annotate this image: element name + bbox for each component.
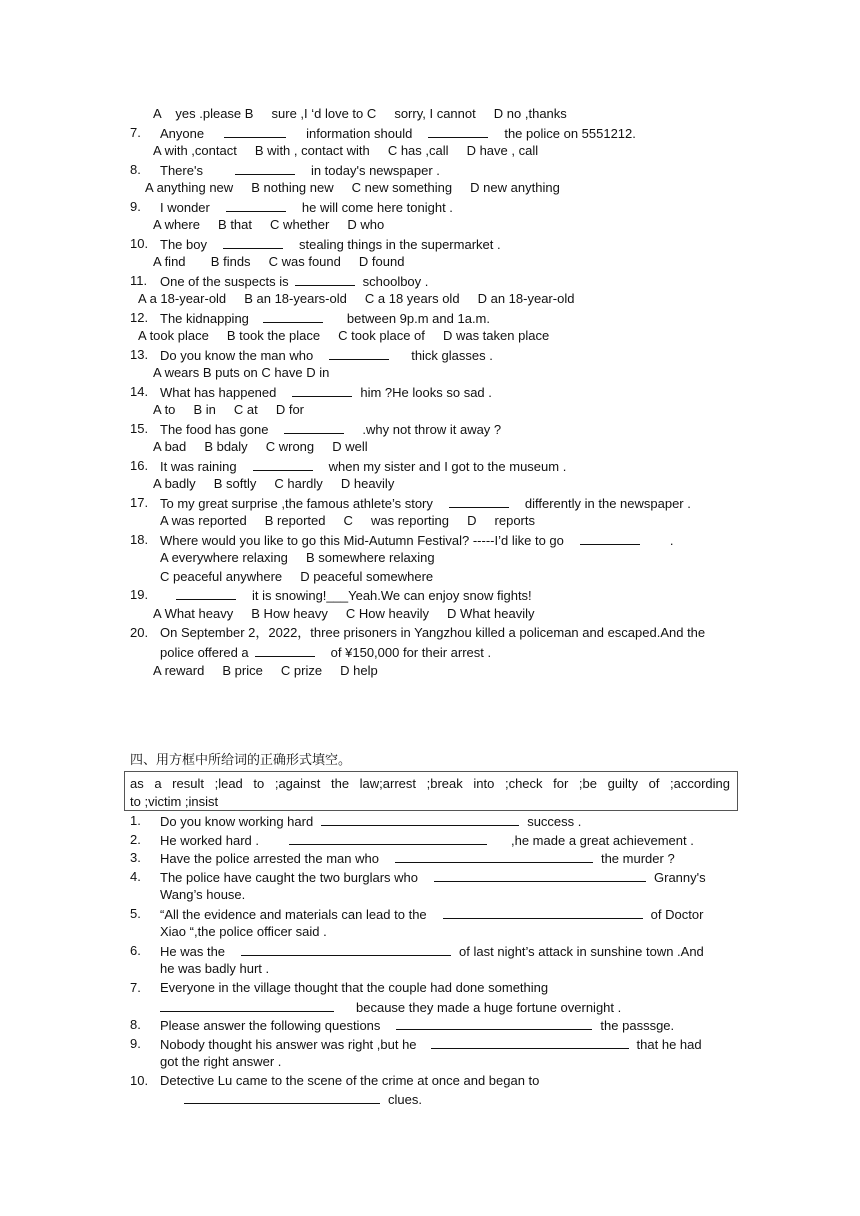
q20-text-b: of ¥150,000 for their arrest . bbox=[330, 645, 492, 660]
fill-9-blank[interactable] bbox=[431, 1035, 629, 1049]
q18-stem bbox=[160, 531, 674, 549]
fill-2 bbox=[160, 831, 694, 849]
fill-6-line-2: he was badly hurt . bbox=[160, 961, 270, 976]
q16-options: A badly B softly C hardly D heavily bbox=[153, 476, 395, 491]
fill-9-text-b: that he had bbox=[636, 1037, 702, 1052]
fill-2-text-a: He worked hard . bbox=[160, 833, 259, 848]
fill-4-number: 4. bbox=[130, 869, 141, 884]
fill-3-blank[interactable] bbox=[395, 849, 593, 863]
q15-stem bbox=[160, 420, 501, 438]
q9-text-b: he will come here tonight . bbox=[301, 200, 453, 215]
q18-text-a: Where would you like to go this Mid-Autumn Festival? -----I’d like to go bbox=[160, 533, 564, 548]
q9-number: 9. bbox=[130, 199, 141, 214]
fill-1-blank[interactable] bbox=[321, 812, 519, 826]
q7-blank-1[interactable] bbox=[224, 124, 286, 138]
fill-5-number: 5. bbox=[130, 906, 141, 921]
q7-blank-2[interactable] bbox=[428, 124, 488, 138]
q10-stem bbox=[160, 235, 501, 253]
fill-9-text-a: Nobody thought his answer was right ,but he bbox=[160, 1037, 417, 1052]
fill-3-number: 3. bbox=[130, 850, 141, 865]
q17-options: A was reported B reported C was reporting D reports bbox=[160, 513, 535, 528]
q10-options: A find B finds C was found D found bbox=[153, 254, 405, 269]
word-box-line-2: to ;victim ;insist bbox=[130, 794, 219, 809]
fill-8-blank[interactable] bbox=[396, 1016, 592, 1030]
q6-options: A yes .please B sure ,I ‘d love to C sorry, I cannot D no ,thanks bbox=[153, 106, 567, 121]
q14-blank[interactable] bbox=[292, 383, 352, 397]
q8-blank[interactable] bbox=[235, 161, 295, 175]
q8-number: 8. bbox=[130, 162, 141, 177]
q9-stem bbox=[160, 198, 453, 216]
fill-8-text-a: Please answer the following questions bbox=[160, 1018, 381, 1033]
fill-4-text-b: Granny's bbox=[654, 870, 706, 885]
fill-4 bbox=[160, 868, 706, 886]
fill-7-line-2 bbox=[160, 998, 621, 1016]
q14-number: 14. bbox=[130, 384, 149, 399]
q12-stem bbox=[160, 309, 490, 327]
q18-blank[interactable] bbox=[580, 531, 640, 545]
fill-3 bbox=[160, 849, 675, 867]
q11-blank[interactable] bbox=[295, 272, 355, 286]
q12-blank[interactable] bbox=[263, 309, 323, 323]
fill-6-number: 6. bbox=[130, 943, 141, 958]
q7-number: 7. bbox=[130, 125, 141, 140]
q11-number: 11. bbox=[130, 273, 148, 288]
fill-5-text-b: of Doctor bbox=[650, 907, 704, 922]
fill-10-line-2 bbox=[184, 1090, 422, 1108]
fill-8-number: 8. bbox=[130, 1017, 141, 1032]
fill-9 bbox=[160, 1035, 702, 1053]
q16-text-a: It was raining bbox=[160, 459, 237, 474]
q20-text-a: police offered a bbox=[160, 645, 249, 660]
q9-text-a: I wonder bbox=[160, 200, 210, 215]
fill-2-number: 2. bbox=[130, 832, 141, 847]
q8-text-a: There's bbox=[160, 163, 203, 178]
q8-text-b: in today's newspaper . bbox=[310, 163, 440, 178]
fill-10-text-b: clues. bbox=[388, 1092, 422, 1107]
q19-text-b: it is snowing!___Yeah.We can enjoy snow fights! bbox=[252, 588, 532, 603]
q9-blank[interactable] bbox=[226, 198, 286, 212]
fill-1 bbox=[160, 812, 581, 830]
q16-blank[interactable] bbox=[253, 457, 313, 471]
fill-3-text-b: the murder ? bbox=[600, 851, 675, 866]
q11-text-b: schoolboy . bbox=[362, 274, 429, 289]
fill-7-text-b: because they made a huge fortune overnight . bbox=[356, 1000, 622, 1015]
fill-7: Everyone in the village thought that the couple had done something bbox=[160, 980, 549, 995]
fill-6-blank[interactable] bbox=[241, 942, 451, 956]
q20-line-1: On September 2，2022，three prisoners in Yangzhou killed a policeman and escaped.And the bbox=[160, 625, 706, 640]
fill-5-line-2: Xiao “,the police officer said . bbox=[160, 924, 327, 939]
fill-8-text-b: the passsge. bbox=[600, 1018, 675, 1033]
fill-1-number: 1. bbox=[130, 813, 141, 828]
q20-stem bbox=[160, 643, 491, 661]
q17-blank[interactable] bbox=[449, 494, 509, 508]
fill-7-number: 7. bbox=[130, 980, 141, 995]
fill-2-text-b: ,he made a great achievement . bbox=[511, 833, 694, 848]
fill-4-line-2: Wang’s house. bbox=[160, 887, 246, 902]
q12-text-a: The kidnapping bbox=[160, 311, 249, 326]
q7-stem bbox=[160, 124, 636, 142]
q19-options: A What heavy B How heavy C How heavily D What heavily bbox=[153, 606, 535, 621]
fill-1-text-a: Do you know working hard bbox=[160, 814, 314, 829]
q17-stem bbox=[160, 494, 691, 512]
q14-options: A to B in C at D for bbox=[153, 402, 304, 417]
q19-stem bbox=[160, 586, 532, 604]
q16-text-b: when my sister and I got to the museum . bbox=[328, 459, 567, 474]
q19-blank[interactable] bbox=[176, 586, 236, 600]
q10-text-b: stealing things in the supermarket . bbox=[298, 237, 501, 252]
q15-number: 15. bbox=[130, 421, 149, 436]
fill-7-blank[interactable] bbox=[160, 998, 334, 1012]
q11-stem bbox=[160, 272, 428, 290]
q10-blank[interactable] bbox=[223, 235, 283, 249]
q13-text-a: Do you know the man who bbox=[160, 348, 314, 363]
q17-text-b: differently in the newspaper . bbox=[524, 496, 691, 511]
q7-text-c: the police on 5551212. bbox=[504, 126, 636, 141]
fill-10-blank[interactable] bbox=[184, 1090, 380, 1104]
fill-10-number: 10. bbox=[130, 1073, 149, 1088]
q19-number: 19. bbox=[130, 587, 149, 602]
q12-text-b: between 9p.m and 1a.m. bbox=[346, 311, 490, 326]
q8-options: A anything new B nothing new C new something D new anything bbox=[145, 180, 560, 195]
fill-3-text-a: Have the police arrested the man who bbox=[160, 851, 379, 866]
fill-5 bbox=[160, 905, 703, 923]
q13-text-b: thick glasses . bbox=[411, 348, 493, 363]
fill-5-blank[interactable] bbox=[443, 905, 643, 919]
fill-4-blank[interactable] bbox=[434, 868, 646, 882]
q20-number: 20. bbox=[130, 625, 149, 640]
q15-text-b: .why not throw it away ? bbox=[362, 422, 502, 437]
q11-options: A a 18-year-old B an 18-years-old C a 18 years old D an 18-year-old bbox=[138, 291, 575, 306]
section-4-heading: 四、用方框中所给词的正确形式填空。 bbox=[130, 753, 352, 768]
q12-options: A took place B took the place C took place of D was taken place bbox=[138, 328, 550, 343]
q14-text-a: What has happened bbox=[160, 385, 277, 400]
fill-9-line-2: got the right answer . bbox=[160, 1054, 282, 1069]
fill-4-text-a: The police have caught the two burglars who bbox=[160, 870, 418, 885]
q13-blank[interactable] bbox=[329, 346, 389, 360]
q7-text-a: Anyone bbox=[160, 126, 205, 141]
fill-9-number: 9. bbox=[130, 1036, 141, 1051]
q20-blank[interactable] bbox=[255, 643, 315, 657]
q7-options: A with ,contact B with , contact with C has ,call D have , call bbox=[153, 143, 539, 158]
q9-options: A where B that C whether D who bbox=[153, 217, 385, 232]
fill-8 bbox=[160, 1016, 674, 1034]
fill-1-text-b: success . bbox=[527, 814, 582, 829]
fill-6 bbox=[160, 942, 704, 960]
q13-stem bbox=[160, 346, 493, 364]
fill-6-text-a: He was the bbox=[160, 944, 226, 959]
q15-text-a: The food has gone bbox=[160, 422, 269, 437]
q10-number: 10. bbox=[130, 236, 149, 251]
fill-6-text-b: of last night’s attack in sunshine town .And bbox=[459, 944, 704, 959]
q7-text-b: information should bbox=[306, 126, 413, 141]
q18-options-2: C peaceful anywhere D peaceful somewhere bbox=[160, 569, 434, 584]
q18-text-b: . bbox=[669, 533, 674, 548]
q13-options: A wears B puts on C have D in bbox=[153, 365, 330, 380]
q16-number: 16. bbox=[130, 458, 149, 473]
fill-5-text-a: “All the evidence and materials can lead to the bbox=[160, 907, 427, 922]
fill-10: Detective Lu came to the scene of the crime at once and began to bbox=[160, 1073, 540, 1088]
q15-blank[interactable] bbox=[284, 420, 344, 434]
q15-options: A bad B bdaly C wrong D well bbox=[153, 439, 368, 454]
q14-text-b: him ?He looks so sad . bbox=[360, 385, 492, 400]
q12-number: 12. bbox=[130, 310, 149, 325]
q13-number: 13. bbox=[130, 347, 149, 362]
q18-options-1: A everywhere relaxing B somewhere relaxing bbox=[160, 550, 435, 565]
q20-options: A reward B price C prize D help bbox=[153, 663, 378, 678]
q14-stem bbox=[160, 383, 492, 401]
q11-text-a: One of the suspects is bbox=[160, 274, 289, 289]
q8-stem bbox=[160, 161, 440, 179]
word-box-line-1: as a result ;lead to ;against the law;arrest ;break into ;check for ;be guilty of ;according bbox=[130, 776, 730, 791]
q17-text-a: To my great surprise ,the famous athlete’s story bbox=[160, 496, 433, 511]
fill-2-blank[interactable] bbox=[289, 831, 487, 845]
q16-stem bbox=[160, 457, 566, 475]
q10-text-a: The boy bbox=[160, 237, 207, 252]
q18-number: 18. bbox=[130, 532, 149, 547]
q17-number: 17. bbox=[130, 495, 149, 510]
